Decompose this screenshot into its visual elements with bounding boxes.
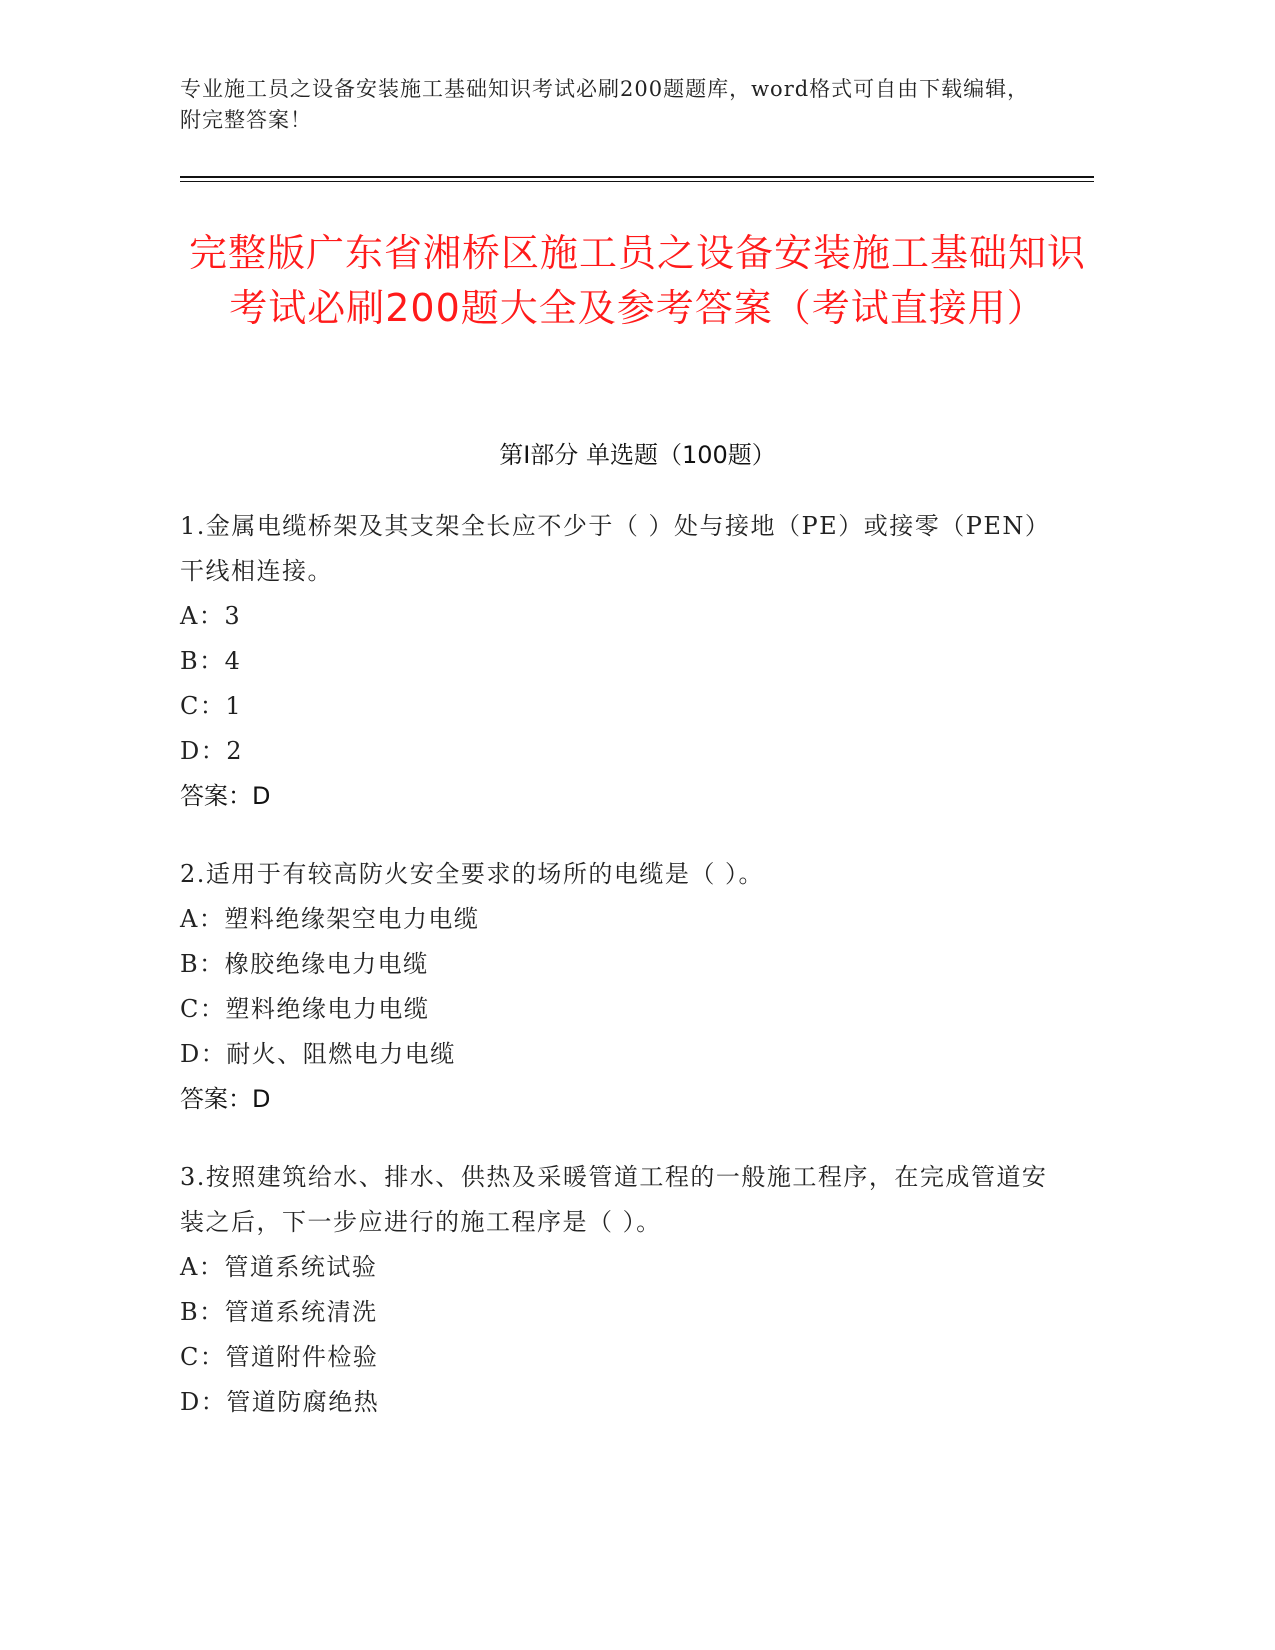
question-stem: 1.金属电缆桥架及其支架全长应不少于（ ）处与接地（PE）或接零（PEN）干线相连接。 bbox=[180, 512, 1051, 585]
option-c: C：管道附件检验 bbox=[180, 1343, 379, 1371]
question-stem: 2.适用于有较高防火安全要求的场所的电缆是（ ）。 bbox=[180, 860, 765, 888]
header-note: 专业施工员之设备安装施工基础知识考试必刷200题题库，word格式可自由下载编辑，附完整答案！ bbox=[180, 77, 1030, 132]
option-c: C：1 bbox=[180, 692, 243, 720]
option-b: B：橡胶绝缘电力电缆 bbox=[180, 950, 429, 978]
question-stem: 3.按照建筑给水、排水、供热及采暖管道工程的一般施工程序，在完成管道安装之后，下一步应进行的施工程序是（ ）。 bbox=[180, 1163, 1048, 1236]
header-divider-thin bbox=[180, 181, 1094, 182]
option-d: D：管道防腐绝热 bbox=[180, 1388, 380, 1416]
option-c: C：塑料绝缘电力电缆 bbox=[180, 995, 430, 1023]
document-title: 完整版广东省湘桥区施工员之设备安装施工基础知识考试必刷200题大全及参考答案（考试直接用） bbox=[188, 231, 1086, 330]
option-a: A：管道系统试验 bbox=[180, 1253, 378, 1281]
option-a: A：3 bbox=[180, 602, 242, 630]
option-a: A：塑料绝缘架空电力电缆 bbox=[180, 905, 480, 933]
section-heading: 第Ⅰ部分 单选题（100题） bbox=[499, 441, 776, 469]
header-divider-thick bbox=[180, 176, 1094, 178]
option-d: D：耐火、阻燃电力电缆 bbox=[180, 1040, 456, 1068]
question-2 bbox=[180, 852, 1060, 1122]
option-d: D：2 bbox=[180, 737, 244, 765]
answer-line: 答案：D bbox=[180, 1085, 271, 1113]
option-b: B：管道系统清洗 bbox=[180, 1298, 378, 1326]
question-3 bbox=[180, 1155, 1060, 1425]
option-b: B：4 bbox=[180, 647, 242, 675]
question-1 bbox=[180, 504, 1060, 819]
answer-line: 答案：D bbox=[180, 782, 271, 810]
